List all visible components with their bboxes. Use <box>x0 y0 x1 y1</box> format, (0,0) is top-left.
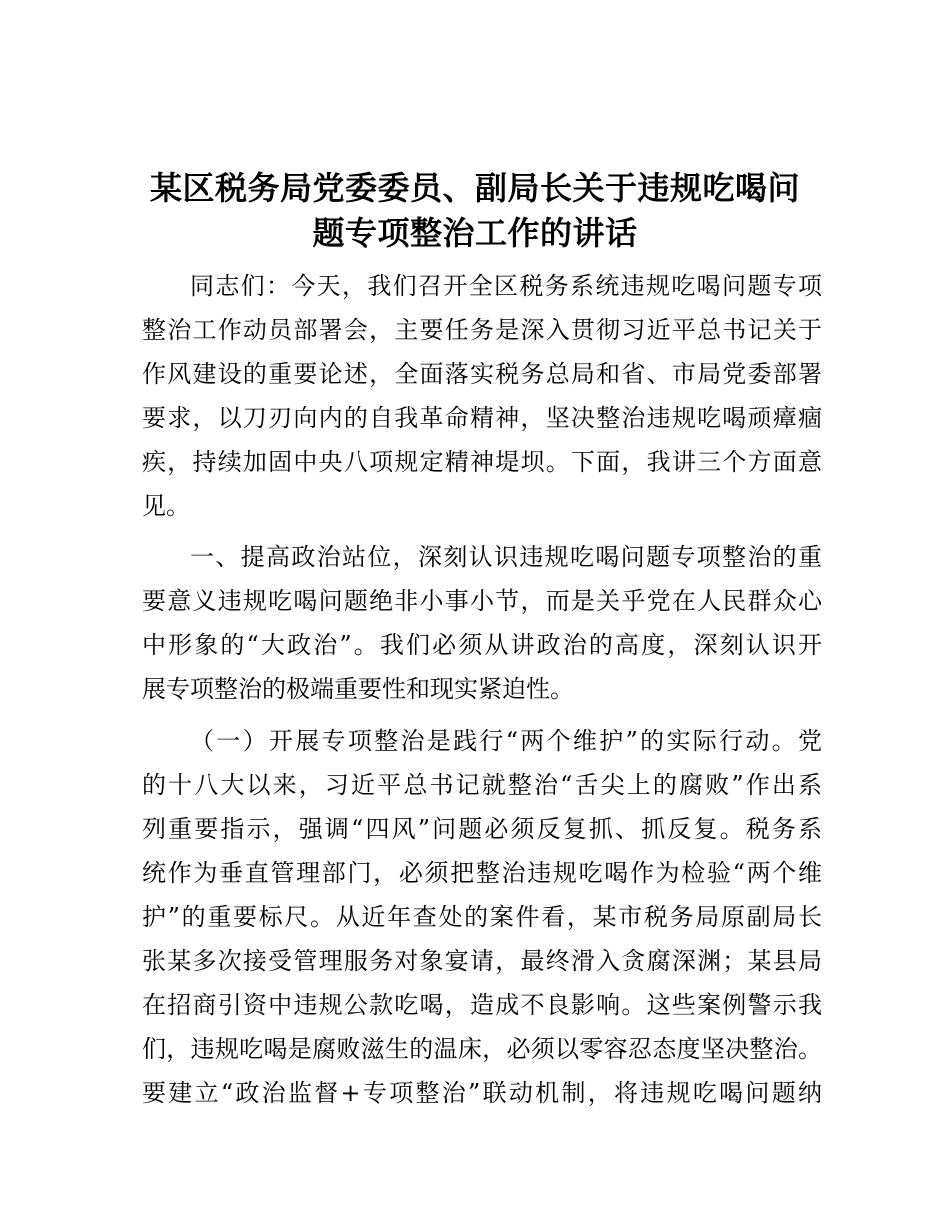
paragraph-3-line-2: 的十八大以来，习近平总书记就整治“舌尖上的腐败”作出系 <box>142 771 822 799</box>
paragraph-2-line-4: 展专项整治的极端重要性和现实紧迫性。 <box>142 675 574 703</box>
paragraph-3-line-6: 张某多次接受管理服务对象宴请，最终滑入贪腐深渊；某县局 <box>142 947 822 975</box>
paragraph-3-line-5: 护”的重要标尺。从近年查处的案件看，某市税务局原副局长 <box>142 903 822 931</box>
paragraph-1-line-5: 疾，持续加固中央八项规定精神堤坝。下面，我讲三个方面意 <box>142 448 822 476</box>
paragraph-1-line-2: 整治工作动员部署会，主要任务是深入贯彻习近平总书记关于 <box>142 316 822 344</box>
document-title-line-1: 某区税务局党委委员、副局长关于违规吃喝问 <box>149 169 800 207</box>
paragraph-3-line-9: 要建立“政治监督+专项整治”联动机制，将违规吃喝问题纳 <box>142 1079 822 1107</box>
paragraph-1-line-6: 见。 <box>142 492 190 520</box>
paragraph-3-line-3: 列重要指示，强调“四风”问题必须反复抓、抓反复。税务系 <box>142 815 822 843</box>
paragraph-1-line-4: 要求，以刀刃向内的自我革命精神，坚决整治违规吃喝顽瘴痼 <box>142 404 822 432</box>
paragraph-3-line-1: （一）开展专项整治是践行“两个维护”的实际行动。党 <box>190 727 822 755</box>
paragraph-1-line-1: 同志们：今天，我们召开全区税务系统违规吃喝问题专项 <box>190 272 822 300</box>
paragraph-2-line-1: 一、提高政治站位，深刻认识违规吃喝问题专项整治的重 <box>190 543 822 571</box>
paragraph-3-line-4: 统作为垂直管理部门，必须把整治违规吃喝作为检验“两个维 <box>142 859 822 887</box>
paragraph-3-line-8: 们，违规吃喝是腐败滋生的温床，必须以零容忍态度坚决整治。 <box>142 1035 822 1063</box>
paragraph-3-line-7: 在招商引资中违规公款吃喝，造成不良影响。这些案例警示我 <box>142 991 822 1019</box>
document-title-line-2: 题专项整治工作的讲话 <box>312 214 638 252</box>
paragraph-2-line-2: 要意义违规吃喝问题绝非小事小节，而是关乎党在人民群众心 <box>142 587 822 615</box>
paragraph-1-line-3: 作风建设的重要论述，全面落实税务总局和省、市局党委部署 <box>142 360 822 388</box>
paragraph-2-line-3: 中形象的“大政治”。我们必须从讲政治的高度，深刻认识开 <box>142 631 822 659</box>
